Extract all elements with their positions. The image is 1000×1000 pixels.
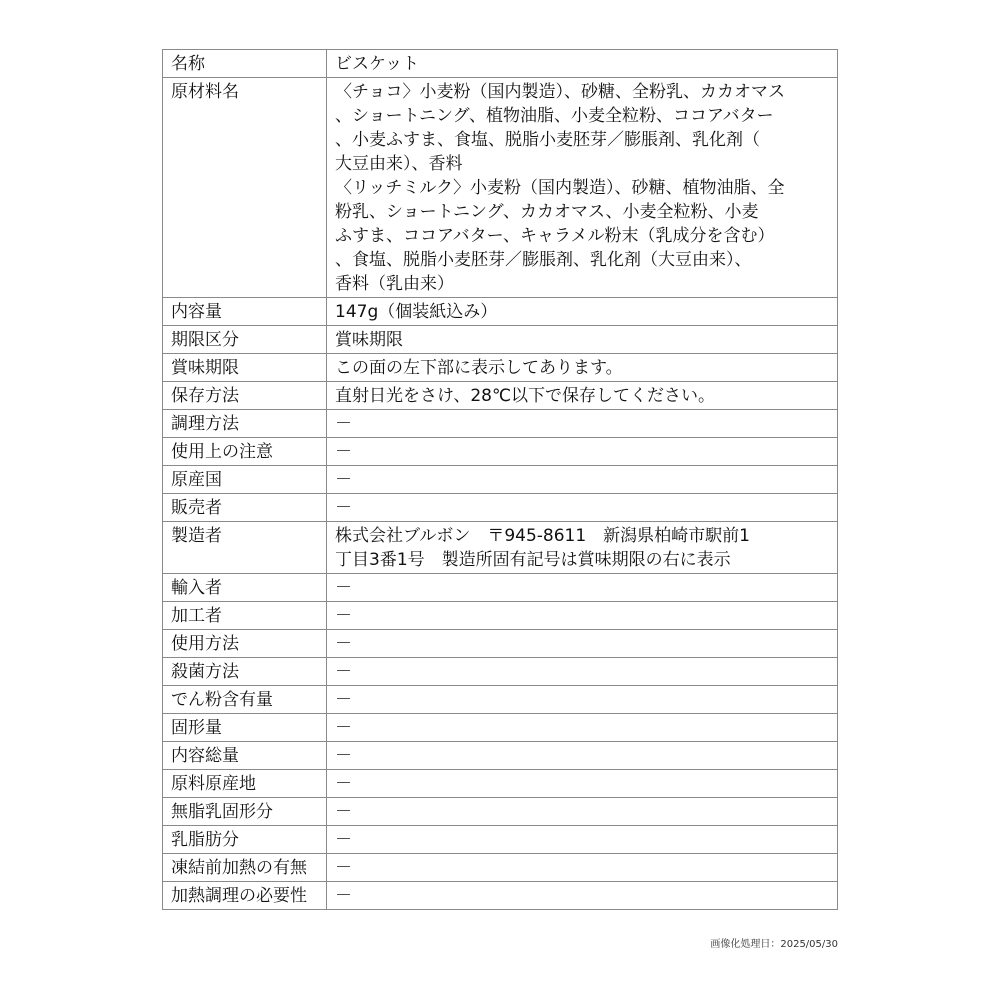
row-value-country-of-origin: － (327, 466, 838, 494)
food-label-table (162, 49, 838, 910)
row-value-usage-caution: － (327, 438, 838, 466)
row-label-cooking-required: 加熱調理の必要性 (163, 882, 327, 910)
table-row (163, 798, 838, 826)
row-value-directions: － (327, 630, 838, 658)
table-row (163, 78, 838, 298)
row-label-sterilization: 殺菌方法 (163, 658, 327, 686)
table-row (163, 854, 838, 882)
table-row (163, 826, 838, 854)
table-row (163, 770, 838, 798)
row-label-processor: 加工者 (163, 602, 327, 630)
row-label-ingredients: 原材料名 (163, 78, 327, 298)
row-label-total-content: 内容総量 (163, 742, 327, 770)
row-label-storage: 保存方法 (163, 382, 327, 410)
row-value-starch-content: － (327, 686, 838, 714)
row-value-net-content: 147g（個装紙込み） (327, 298, 838, 326)
table-row (163, 714, 838, 742)
row-label-usage-caution: 使用上の注意 (163, 438, 327, 466)
table-row (163, 326, 838, 354)
row-label-cooking-method: 調理方法 (163, 410, 327, 438)
row-value-processor: － (327, 602, 838, 630)
row-value-ingredients: 〈チョコ〉小麦粉（国内製造）、砂糖、全粉乳、カカオマス 、ショートニング、植物油脂、小麦全粒粉、ココアバター 、小麦ふすま、食塩、脱脂小麦胚芽／膨脹剤、乳化剤（ 大豆由来）、香料 〈リッチミルク〉小麦粉（国内製造）、砂糖、植物油脂、全 粉乳、ショートニング、カカオマス、小麦全粒粉、小麦 ふすま、ココアバター、キャラメル粉末（乳成分を含む） 、食塩、脱脂小麦胚芽／膨脹剤、乳化剤（大豆由来）、 香料（乳由来） (327, 78, 838, 298)
table-row (163, 354, 838, 382)
row-value-total-content: － (327, 742, 838, 770)
row-value-heated-before-freezing: － (327, 854, 838, 882)
table-row (163, 686, 838, 714)
table-row (163, 410, 838, 438)
row-value-solid-content: － (327, 714, 838, 742)
row-label-milk-fat: 乳脂肪分 (163, 826, 327, 854)
row-label-country-of-origin: 原産国 (163, 466, 327, 494)
row-label-solid-content: 固形量 (163, 714, 327, 742)
table-row (163, 658, 838, 686)
row-label-expiry-type: 期限区分 (163, 326, 327, 354)
row-label-net-content: 内容量 (163, 298, 327, 326)
table-row (163, 50, 838, 78)
row-value-ingredient-origin: － (327, 770, 838, 798)
table-row (163, 742, 838, 770)
row-label-heated-before-freezing: 凍結前加熱の有無 (163, 854, 327, 882)
row-label-manufacturer: 製造者 (163, 522, 327, 574)
row-value-milk-solids-non-fat: － (327, 798, 838, 826)
table-row (163, 298, 838, 326)
image-processing-date: 画像化処理日：2025/05/30 (710, 939, 838, 950)
table-row (163, 882, 838, 910)
table-row (163, 522, 838, 574)
row-value-cooking-required: － (327, 882, 838, 910)
row-value-best-before: この面の左下部に表示してあります。 (327, 354, 838, 382)
table-row (163, 438, 838, 466)
row-value-manufacturer: 株式会社ブルボン 〒945-8611 新潟県柏崎市駅前1 丁目3番1号 製造所固有記号は賞味期限の右に表示 (327, 522, 838, 574)
row-label-name: 名称 (163, 50, 327, 78)
row-label-best-before: 賞味期限 (163, 354, 327, 382)
table-row (163, 382, 838, 410)
row-value-expiry-type: 賞味期限 (327, 326, 838, 354)
row-value-name: ビスケット (327, 50, 838, 78)
row-label-seller: 販売者 (163, 494, 327, 522)
row-value-importer: － (327, 574, 838, 602)
row-value-storage: 直射日光をさけ、28℃以下で保存してください。 (327, 382, 838, 410)
table-row (163, 602, 838, 630)
row-value-cooking-method: － (327, 410, 838, 438)
row-label-milk-solids-non-fat: 無脂乳固形分 (163, 798, 327, 826)
table-row (163, 494, 838, 522)
row-label-ingredient-origin: 原料原産地 (163, 770, 327, 798)
row-label-starch-content: でん粉含有量 (163, 686, 327, 714)
row-value-sterilization: － (327, 658, 838, 686)
table-row (163, 574, 838, 602)
row-label-importer: 輸入者 (163, 574, 327, 602)
row-value-seller: － (327, 494, 838, 522)
table-row (163, 630, 838, 658)
table-row (163, 466, 838, 494)
row-value-milk-fat: － (327, 826, 838, 854)
row-label-directions: 使用方法 (163, 630, 327, 658)
